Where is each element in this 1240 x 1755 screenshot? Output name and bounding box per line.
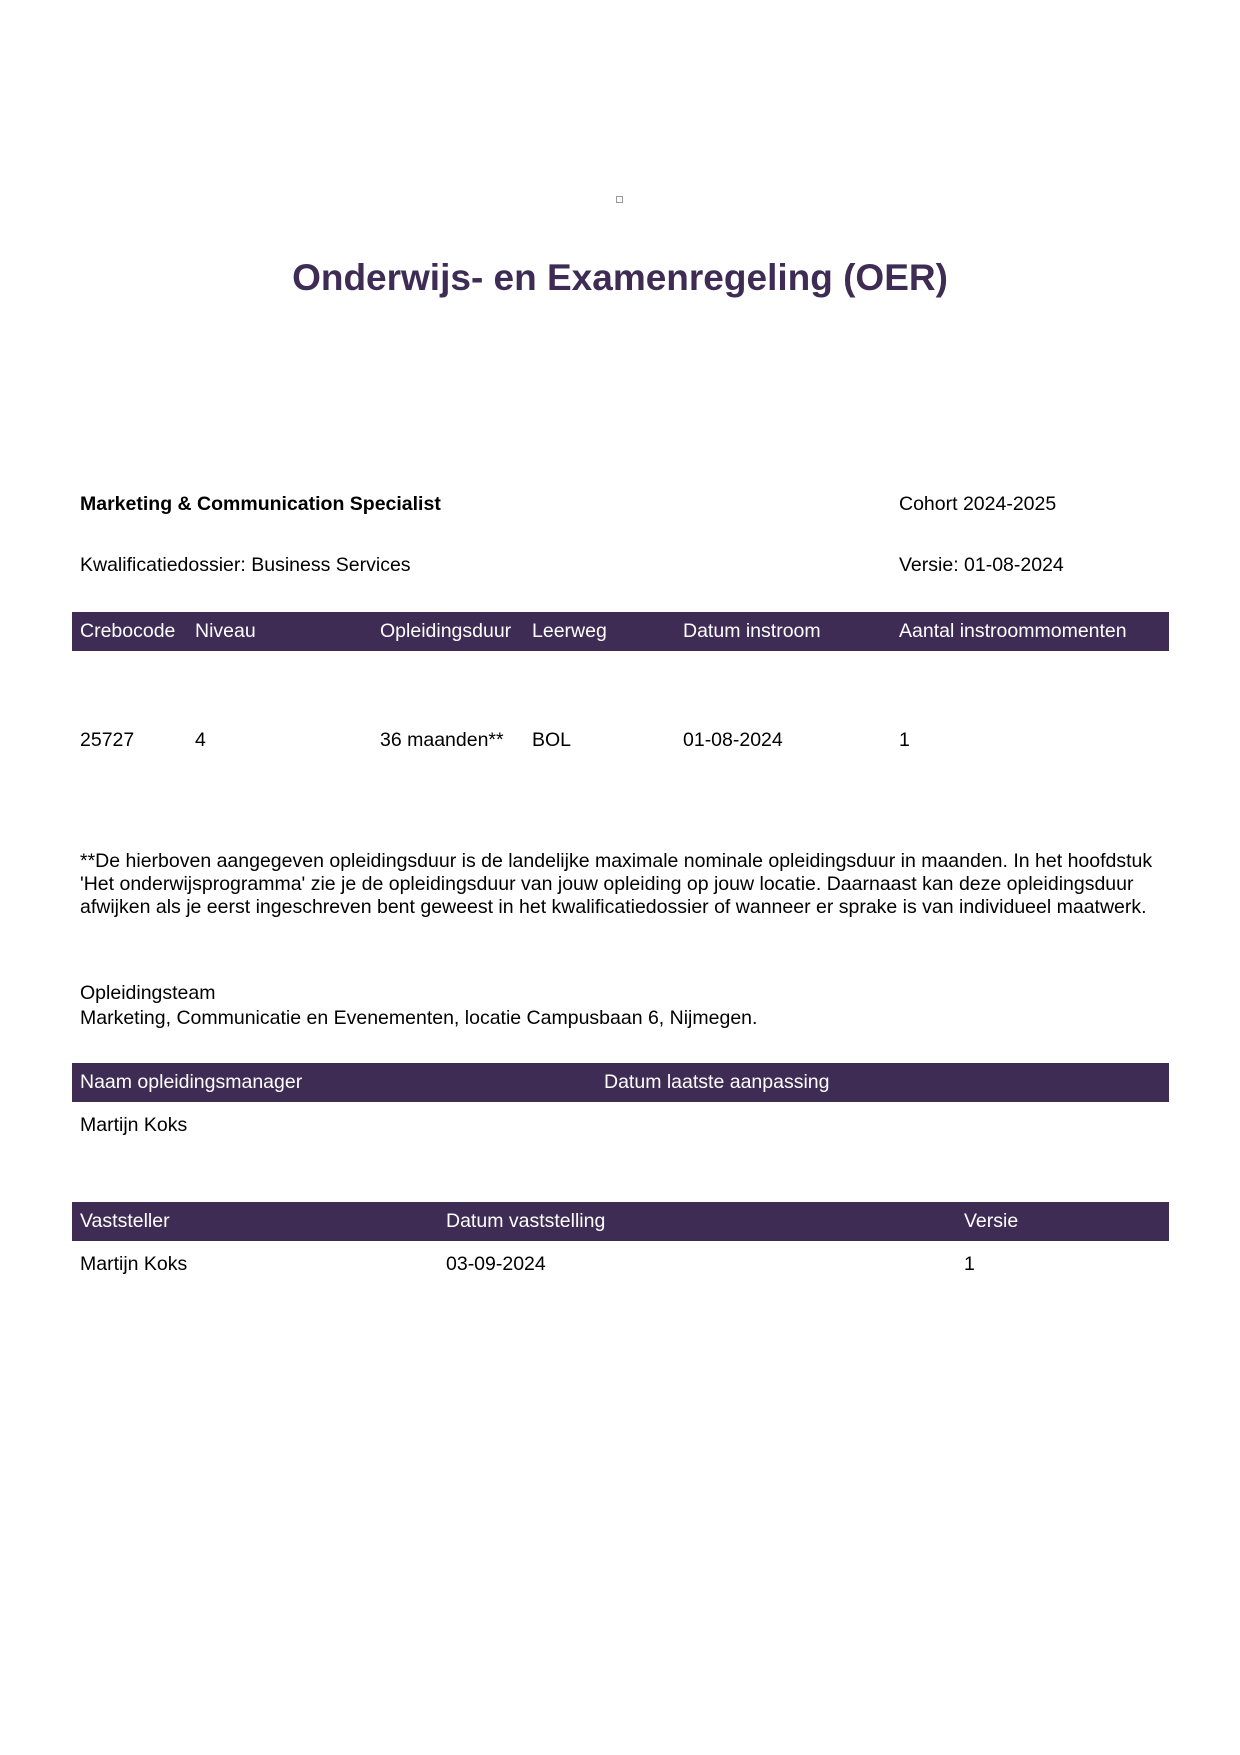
header-niveau: Niveau: [195, 620, 256, 642]
document-title: Onderwijs- en Examenregeling (OER): [292, 257, 948, 298]
header-datum-instroom: Datum instroom: [683, 620, 821, 642]
header-crebocode: Crebocode: [80, 620, 176, 642]
header-vaststeller: Vaststeller: [80, 1210, 170, 1232]
cell-datum-vaststelling: 03-09-2024: [446, 1253, 546, 1275]
cell-aantal-instroommomenten: 1: [899, 729, 910, 751]
cell-leerweg: BOL: [532, 729, 572, 751]
header-naam-opleidingsmanager: Naam opleidingsmanager: [80, 1071, 303, 1093]
version-label: Versie: 01-08-2024: [899, 554, 1064, 576]
cell-vaststeller: Martijn Koks: [80, 1253, 188, 1275]
cell-opleidingsduur: 36 maanden**: [380, 729, 504, 751]
duration-footnote: **De hierboven aangegeven opleidingsduur is de landelijke maximale nominale opleidingsduur in maanden. In het hoofdstuk 'Het onderwijsprogramma' zie je de opleidingsduur van jouw opleiding op jouw locatie. Daarnaast kan deze opleidingsduur afwijken als je eerst ingeschreven bent geweest in het kwalificatiedossier of wanneer er sprake is van individueel maatwerk.: [80, 850, 1153, 918]
team-description: Marketing, Communicatie en Evenementen, locatie Campusbaan 6, Nijmegen.: [80, 1007, 758, 1029]
cell-manager-name: Martijn Koks: [80, 1114, 188, 1136]
cell-crebocode: 25727: [80, 729, 135, 751]
approval-table-header: [72, 1202, 1169, 1241]
header-aantal-instroommomenten: Aantal instroommomenten: [899, 620, 1127, 642]
header-versie: Versie: [964, 1210, 1019, 1232]
program-table-header: [72, 612, 1169, 651]
cohort-label: Cohort 2024-2025: [899, 493, 1057, 515]
header-opleidingsduur: Opleidingsduur: [380, 620, 512, 642]
manager-table-header: [72, 1063, 1169, 1102]
cell-datum-instroom: 01-08-2024: [683, 729, 783, 751]
header-datum-laatste-aanpassing: Datum laatste aanpassing: [604, 1071, 830, 1093]
logo-placeholder-icon: [616, 196, 623, 203]
cell-niveau: 4: [195, 729, 206, 751]
cell-versie: 1: [964, 1253, 975, 1275]
qualification-file: Kwalificatiedossier: Business Services: [80, 554, 411, 576]
team-label: Opleidingsteam: [80, 982, 216, 1004]
program-name: Marketing & Communication Specialist: [80, 493, 441, 515]
header-datum-vaststelling: Datum vaststelling: [446, 1210, 606, 1232]
header-leerweg: Leerweg: [532, 620, 607, 642]
